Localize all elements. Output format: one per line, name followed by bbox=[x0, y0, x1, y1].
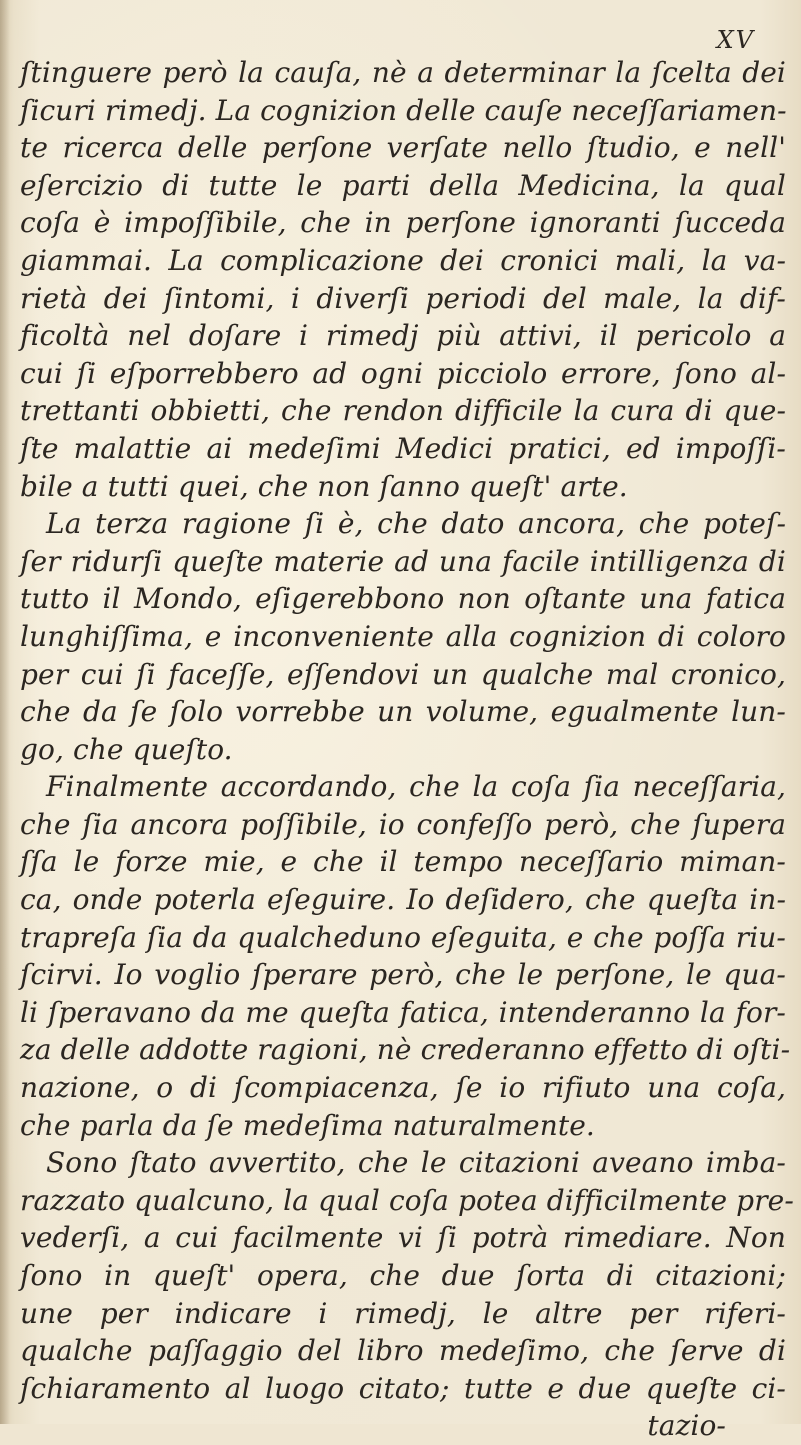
text-line: ficoltà nel doſare i rimedj più attivi, il pericolo a bbox=[20, 319, 786, 353]
paragraph-start-line: Finalmente accordando, che la coſa ſia neceſſaria, bbox=[46, 770, 786, 804]
paragraph-start-line: La terza ragione ſi è, che dato ancora, che poteſ- bbox=[46, 507, 786, 541]
text-line: che ſia ancora poſſibile, io confeſſo però, che ſupera bbox=[20, 807, 786, 841]
text-line: cui ſi eſporrebbero ad ogni picciolo errore, ſono al- bbox=[20, 356, 786, 390]
catchword: tazio- bbox=[647, 1409, 726, 1443]
paragraph-start-line: Sono ſtato avvertito, che le citazioni aveano imba- bbox=[46, 1146, 786, 1180]
text-line: qualche paſſaggio del libro medeſimo, che ſerve di bbox=[20, 1334, 786, 1368]
text-line: che parla da ſe medeſima naturalmente. bbox=[20, 1108, 595, 1142]
text-line: ſchiaramento al luogo citato; tutte e due queſte ci- bbox=[20, 1371, 786, 1405]
text-line: te ricerca delle perſone verſate nello ſtudio, e nell' bbox=[20, 131, 786, 165]
text-line: ſcirvi. Io voglio ſperare però, che le perſone, le qua- bbox=[20, 958, 786, 992]
text-line: une per indicare i rimedj, le altre per riferi- bbox=[20, 1296, 786, 1330]
text-line: trapreſa ſia da qualcheduno eſeguita, e che poſſa riu- bbox=[20, 920, 786, 954]
text-line: go, che queſto. bbox=[20, 732, 233, 766]
text-line: eſercizio di tutte le parti della Medicina, la qual bbox=[20, 168, 786, 202]
text-line: rietà dei ſintomi, i diverſi periodi del male, la dif- bbox=[20, 281, 786, 315]
text-line: coſa è impoſſibile, che in perſone ignoranti ſucceda bbox=[20, 206, 786, 240]
text-line: bile a tutti quei, che non ſanno queſt' arte. bbox=[20, 469, 628, 503]
page-binding-shadow bbox=[0, 0, 10, 1424]
text-line: ſer ridurſi queſte materie ad una facile intilligenza di bbox=[20, 544, 786, 578]
text-line: trettanti obbietti, che rendon difficile la cura di que- bbox=[20, 394, 786, 428]
text-line: ſte malattie ai medeſimi Medici pratici, ed impoſſi- bbox=[20, 431, 786, 465]
text-line: nazione, o di ſcompiacenza, ſe io rifiuto una coſa, bbox=[20, 1071, 786, 1105]
text-line: ſicuri rimedj. La cognizion delle cauſe neceſſariamen- bbox=[20, 93, 787, 127]
text-line: razzato qualcuno, la qual coſa potea difficilmente pre- bbox=[20, 1183, 794, 1217]
text-line: li ſperavano da me queſta fatica, intenderanno la for- bbox=[20, 995, 786, 1029]
body-text bbox=[20, 54, 794, 1445]
text-line: giammai. La complicazione dei cronici mali, la va- bbox=[20, 243, 786, 277]
text-line: ſtinguere però la cauſa, nè a determinar la ſcelta dei bbox=[20, 56, 786, 89]
text-line: ſono in queſt' opera, che due ſorta di citazioni; bbox=[20, 1259, 786, 1292]
text-line: che da ſe ſolo vorrebbe un volume, egualmente lun- bbox=[20, 695, 786, 729]
text-line: vederſi, a cui facilmente vi ſi potrà rimediare. Non bbox=[20, 1221, 786, 1255]
text-line: tutto il Mondo, eſigerebbono non oſtante una fatica bbox=[20, 582, 786, 616]
text-line: lunghiſſima, e inconveniente alla cognizion di coloro bbox=[20, 619, 786, 653]
text-line: ca, onde poterla eſeguire. Io deſidero, che queſta in- bbox=[20, 883, 786, 917]
page-number: XV bbox=[716, 26, 755, 54]
text-line: per cui ſi faceſſe, eſſendovi un qualche mal cronico, bbox=[20, 657, 786, 691]
text-line: ſſa le forze mie, e che il tempo neceſſario miman- bbox=[20, 845, 786, 879]
text-line: za delle addotte ragioni, nè crederanno effetto di oſti- bbox=[20, 1033, 791, 1067]
